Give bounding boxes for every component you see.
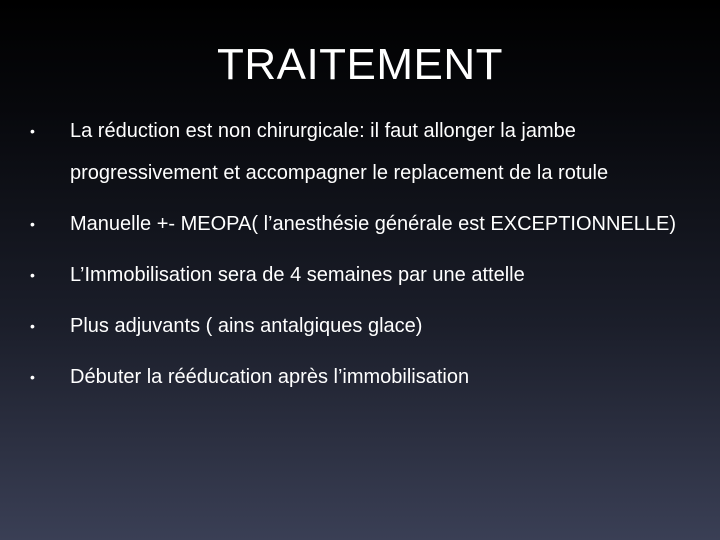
bullet-text: La réduction est non chirurgicale: il faut allonger la jambe progressivement et accompagner le replacement de la rotule (70, 120, 609, 184)
bullet-item (30, 356, 680, 398)
bullet-text: Débuter la rééducation après l’immobilisation (70, 366, 470, 388)
bullet-text: L’Immobilisation sera de 4 semaines par une attelle (70, 264, 525, 286)
bullet-dot-icon: • (30, 369, 35, 385)
bullet-item (30, 203, 680, 245)
bullet-dot-icon: • (30, 123, 35, 139)
bullet-item (30, 110, 680, 194)
bullet-dot-icon: • (30, 318, 35, 334)
bullet-text: Manuelle +- MEOPA( l’anesthésie générale est EXCEPTIONNELLE) (70, 213, 677, 235)
bullet-dot-icon: • (30, 267, 35, 283)
bullet-dot-icon: • (30, 216, 35, 232)
bullet-item (30, 305, 680, 347)
slide-title: TRAITEMENT (216, 40, 504, 89)
bullet-list (30, 110, 680, 407)
bullet-item (30, 254, 680, 296)
bullet-text: Plus adjuvants ( ains antalgiques glace) (70, 315, 423, 337)
